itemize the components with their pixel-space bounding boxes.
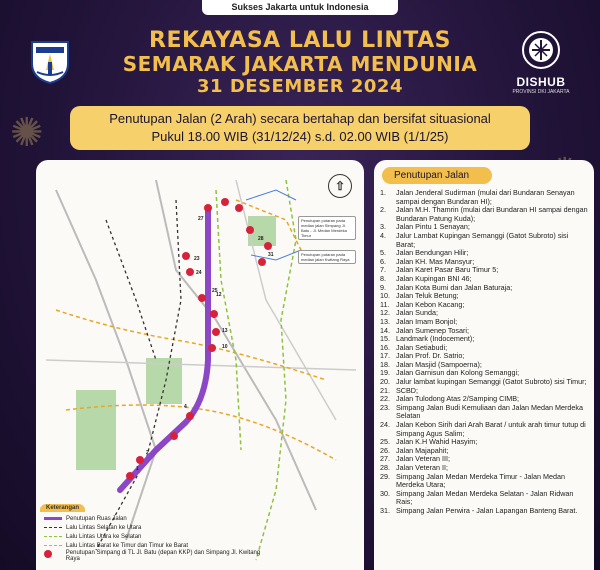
closure-pin [170, 432, 178, 440]
closure-list [380, 189, 588, 516]
legend-item [40, 514, 270, 523]
legend-item [40, 532, 270, 541]
closure-text: Jalan Veteran II; [396, 463, 448, 472]
legend-swatch [44, 527, 62, 528]
closure-number: 29. [380, 471, 390, 481]
closure-list-item [380, 404, 588, 421]
pin-label: 13 [222, 328, 228, 334]
closure-list-item [380, 490, 588, 507]
closure-number: 28. [380, 463, 390, 472]
closure-list-item [380, 206, 588, 223]
closure-text: Jalan KH. Mas Mansyur; [396, 256, 475, 266]
closure-text: Jalan Kota Bumi dan Jalan Baturaja; [396, 282, 513, 292]
pin-label: 1 [136, 466, 139, 472]
pin-label: 27 [198, 216, 204, 222]
closure-pin [210, 310, 218, 318]
closure-text: Jalan Kebon Sirih dari Arah Barat / untuk arah timur tutup di Simpang Agus Salim; [396, 420, 586, 438]
closure-text: Jalan K.H Wahid Hasyim; [396, 437, 478, 447]
legend-swatch [44, 550, 52, 558]
closure-text: Simpang Jalan Budi Kemuliaan dan Jalan Medan Merdeka Selatan [396, 402, 583, 421]
dishub-subtitle: PROVINSI DKI JAKARTA [512, 89, 570, 95]
closure-text: Jalur lambat kupingan Semanggi (Gatot Subroto) sisi Timur; [396, 377, 587, 387]
closure-number: 1. [380, 188, 386, 197]
notice-line-2: Pukul 18.00 WIB (31/12/24) s.d. 02.00 WIB (1/1/25) [151, 129, 449, 144]
top-banner: Sukses Jakarta untuk Indonesia [202, 0, 398, 15]
closure-number: 16. [380, 342, 390, 352]
closure-number: 14. [380, 325, 390, 335]
legend-label: Lalu Lintas Selatan ke Utara [66, 524, 142, 531]
detour-south-north-route [106, 220, 156, 360]
closure-number: 5. [380, 248, 386, 258]
closure-text: Jalan Jenderal Sudirman (mulai dari Bundaran Senayan sampai dengan Bundaran HI); [396, 188, 575, 206]
legend-item [40, 550, 270, 564]
closure-pin [258, 258, 266, 266]
closure-time-notice [70, 106, 530, 150]
legend-label: Lalu Lintas Barat ke Timur dan Timur ke Barat [66, 542, 189, 549]
route-map [36, 160, 364, 570]
legend-item [40, 541, 270, 550]
closure-pin [198, 294, 206, 302]
closure-text: SCBD; [396, 385, 418, 395]
closure-text: Jalan Karet Pasar Baru Timur 5; [396, 265, 499, 275]
detour-north-south-route [216, 190, 241, 450]
title-line-1: REKAYASA LALU LINTAS [149, 28, 451, 53]
map-note-kwitang: Penutupan putaran pada median jalan Kwitang Raya [298, 250, 356, 264]
map-legend [40, 496, 270, 570]
closure-list-item [380, 473, 588, 490]
dishub-name: DISHUB [516, 75, 566, 89]
closure-number: 18. [380, 359, 390, 369]
closure-pin [182, 252, 190, 260]
firework-decoration: ✺ [10, 111, 44, 155]
closure-text: Jalan Tulodong Atas 2/Samping CIMB; [396, 394, 520, 404]
pin-label: 31 [268, 252, 274, 258]
legend-label: Penutupan Ruas Jalan [66, 515, 127, 522]
closure-text: Simpang Jalan Perwira - Jalan Lapangan Banteng Barat. [396, 505, 578, 515]
closure-list-item [380, 421, 588, 438]
closure-pin [221, 198, 229, 206]
closure-number: 15. [380, 334, 390, 344]
closure-text: Simpang Jalan Medan Merdeka Selatan - Jalan Ridwan Rais; [396, 488, 574, 507]
closure-number: 3. [380, 222, 386, 232]
closure-text: Jalan Kupingan BNI 46; [396, 273, 472, 283]
closure-number: 24. [380, 420, 390, 430]
closure-text: Simpang Jalan Medan Merdeka Timur - Jalan Medan Merdeka Utara; [396, 471, 565, 490]
closure-text: Jalan Pintu 1 Senayan; [396, 222, 470, 232]
closure-pin [186, 412, 194, 420]
closure-number: 20. [380, 377, 390, 387]
closure-number: 2. [380, 205, 386, 215]
title-line-3: 31 DESEMBER 2024 [197, 76, 403, 97]
closure-text: Jalan Setiabudi; [396, 342, 448, 352]
pin-label: 23 [194, 256, 200, 262]
pin-label: 24 [196, 270, 202, 276]
legend-label: Lalu Lintas Utara ke Selatan [66, 533, 142, 540]
pin-label: 2 [146, 450, 149, 456]
closure-number: 8. [380, 273, 386, 283]
closure-number: 11. [380, 299, 390, 309]
pin-label: 28 [258, 236, 264, 242]
pin-label: 12 [216, 292, 222, 298]
closure-number: 27. [380, 454, 390, 464]
legend-item [40, 523, 270, 532]
closure-text: Landmark (Indocement); [396, 334, 475, 344]
closure-number: 19. [380, 368, 390, 378]
pin-label: 10 [222, 344, 228, 350]
closure-list-item [380, 189, 588, 206]
closure-number: 31. [380, 505, 390, 515]
closure-text: Jalan Imam Bonjol; [396, 316, 458, 326]
closure-list-item [380, 507, 588, 516]
legend-title: Keterangan [40, 504, 85, 512]
title-line-2: SEMARAK JAKARTA MENDUNIA [122, 52, 478, 76]
closure-text: Jalan Kebon Kacang; [396, 299, 465, 309]
closure-number: 17. [380, 351, 390, 361]
closure-text: Jalan Prof. Dr. Satrio; [396, 351, 465, 361]
north-arrow-icon: ⇧ [328, 174, 352, 198]
closure-pin [235, 204, 243, 212]
closure-number: 10. [380, 291, 390, 301]
detour-east-west-route [56, 310, 326, 380]
closure-number: 22. [380, 394, 390, 404]
closure-number: 30. [380, 488, 390, 498]
closure-pin [264, 242, 272, 250]
closure-list-panel [374, 160, 594, 570]
closure-number: 23. [380, 402, 390, 412]
pin-label: 25 [212, 288, 218, 294]
legend-swatch [44, 545, 62, 546]
closure-number: 21. [380, 385, 390, 395]
closure-number: 25. [380, 437, 390, 447]
legend-swatch [44, 517, 62, 520]
closure-pin [204, 204, 212, 212]
closure-text: Jalan Veteran III; [396, 454, 450, 464]
closure-number: 7. [380, 265, 386, 275]
closure-pin [212, 328, 220, 336]
closure-list-item [380, 232, 588, 249]
closure-text: Jalur Lambat Kupingan Semanggi (Gatot Subroto) sisi Barat; [396, 230, 569, 249]
closure-number: 4. [380, 230, 386, 240]
closure-text: Jalan Masjid (Sampoerna); [396, 359, 482, 369]
closure-number: 9. [380, 282, 386, 292]
closed-road-route [120, 210, 208, 490]
legend-swatch [44, 536, 62, 537]
closure-text: Jalan Bendungan Hilir; [396, 248, 469, 258]
closure-pin [136, 456, 144, 464]
closure-text: Jalan Sumenep Tosari; [396, 325, 469, 335]
notice-line-1: Penutupan Jalan (2 Arah) secara bertahap dan bersifat situasional [109, 111, 491, 126]
map-note-batu: Penutupan putaran pada median jalan Simpang Jl. Batu - Jl. Medan Merdeka Timur [298, 216, 356, 240]
closure-number: 6. [380, 256, 386, 266]
closure-pin [208, 344, 216, 352]
closure-pin [126, 472, 134, 480]
closure-number: 13. [380, 316, 390, 326]
closure-text: Jalan Sunda; [396, 308, 438, 318]
closure-pin [186, 268, 194, 276]
closure-text: Jalan Teluk Betung; [396, 291, 459, 301]
closure-number: 26. [380, 445, 390, 455]
closure-text: Jalan M.H. Thamrin (mulai dari Bundaran HI sampai dengan Bundaran Patung Kuda); [396, 205, 588, 223]
closure-number: 12. [380, 308, 390, 318]
legend-label: Penutupan Simpang di TL Jl. Batu (depan KKP) dan Simpang Jl. Kwitang Raya [65, 550, 261, 562]
park-area [76, 390, 116, 470]
closure-list-heading: Penutupan Jalan [382, 167, 492, 184]
closure-text: Jalan Majapahit; [396, 445, 449, 455]
pin-label: 4 [184, 404, 187, 410]
closure-text: Jalan Garnisun dan Kolong Semanggi; [396, 368, 520, 378]
closure-pin [246, 226, 254, 234]
